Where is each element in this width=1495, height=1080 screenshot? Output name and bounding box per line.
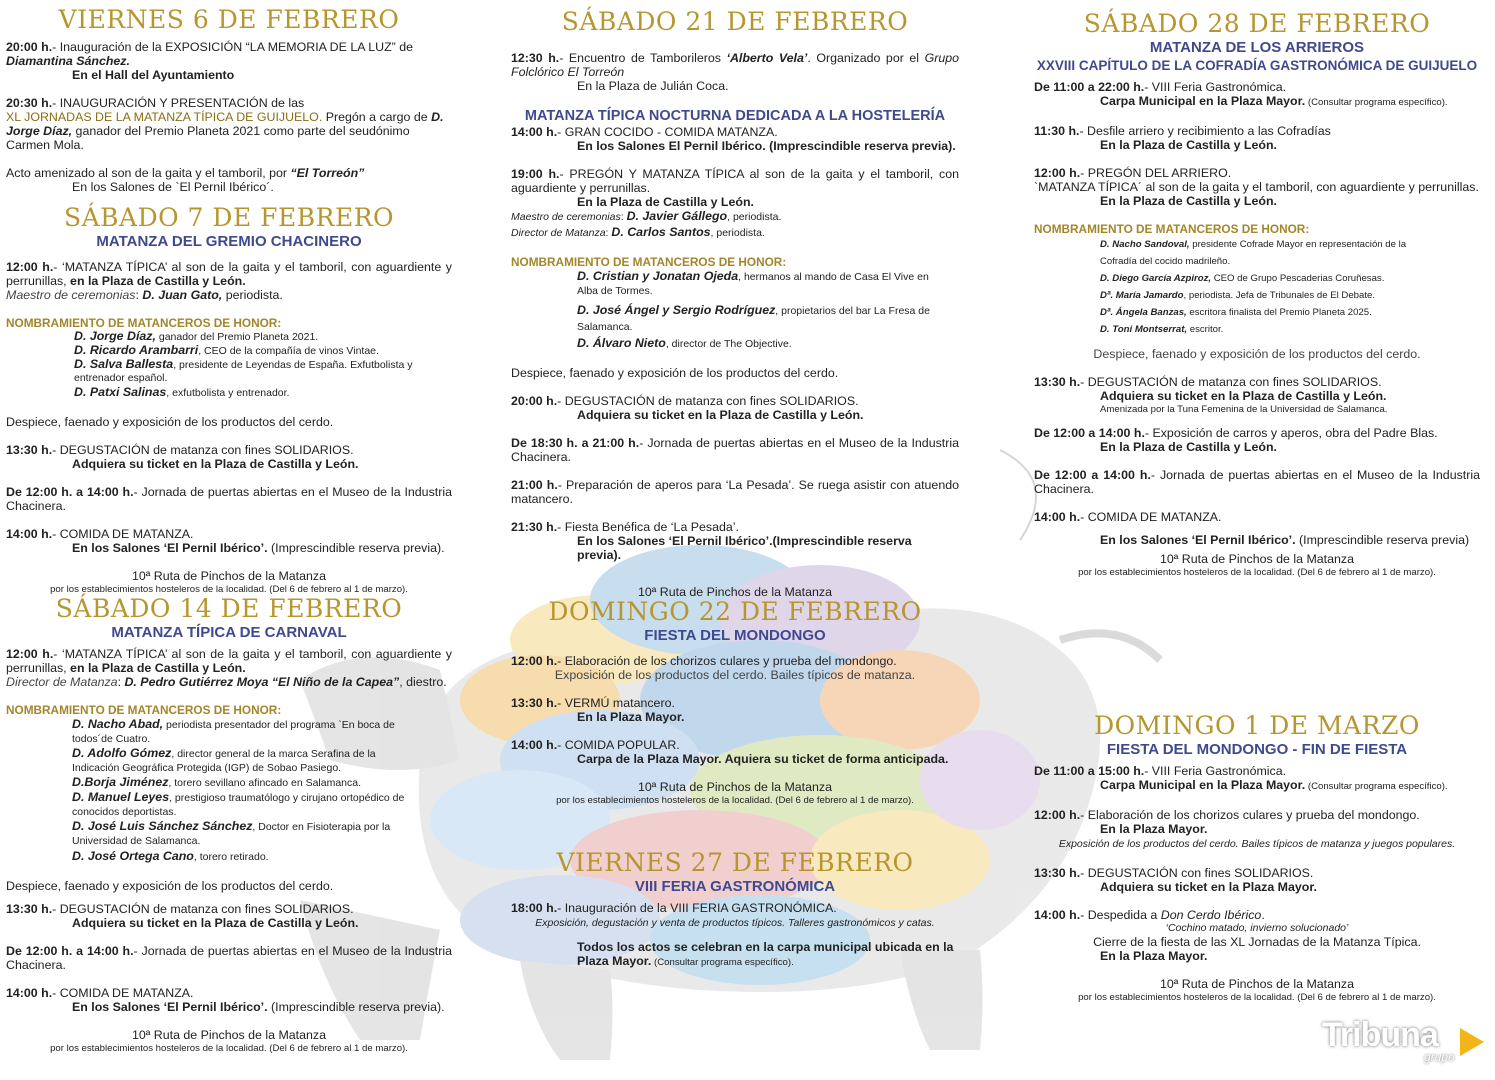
honoree-name: D. Cristian y Jonatan Ojeda xyxy=(577,269,739,283)
honoree-name: D. José Luis Sánchez Sánchez xyxy=(72,819,253,833)
ruta-title: 10ª Ruta de Pinchos de la Matanza xyxy=(1159,977,1354,991)
event-text: - PREGÓN DEL ARRIERO. xyxy=(1080,166,1232,180)
day-subtitle: MATANZA DE LOS ARRIEROS xyxy=(1149,39,1365,56)
event-text: - DEGUSTACIÓN de matanza con fines SOLIDARIOS. xyxy=(557,394,859,408)
honoree-role: , exfutbolista y entrenador. xyxy=(166,387,290,399)
event-time: De 12:00 h. a 14:00 h. xyxy=(6,944,134,958)
event-note: (Imprescindible reserva previa). xyxy=(267,1000,445,1014)
event-time: 14:00 h. xyxy=(6,527,53,541)
honoree-role: ganador del Premio Planeta 2021. xyxy=(155,331,319,343)
section-sabado-21-febrero: SÁBADO 21 DE FEBRERO 12:30 h.- Encuentro de Tamborileros ‘Alberto Vela’. Organizado por el Grupo Folclórico El Torreón En la Plaza de Julián Coca. MATANZA TÍPICA NOCTURNA DEDICADA A LA HOSTELERÍA 14:00 h.- GRAN COCIDO - COMIDA MATANZA. En los Salones El Pernil Ibérico. (Imprescindible reserva previa). 19:00 h.- PREGÓN Y MATANZA TÍPICA al son de la gaita y el tamboril, con aguardiente y perrunillas. En la Plaza de Castilla y León. Maestro de ceremonias: D. Javier Gállego, periodista. Director de Matanza: D. Carlos Santos, periodista. NOMBRAMIENTO DE MATANCEROS DE HONOR: D. Cristian y Jonatan Ojeda, hermanos al mando de Casa El Vive en Alba de Tormes. D. José Ángel y Sergio Rodríguez, propietarios del bar La Fresa de Salamanca. D. Álvaro Nieto, director de The Objective. Despiece, faenado y exposición de los productos del cerdo. 20:00 h.- DEGUSTACIÓN de matanza con fines SOLIDARIOS. Adquiera su ticket en la Plaza de Castilla y León. De 18:30 h. a 21:00 h.- Jornada de puertas abiertas en el Museo de la Industria Chacinera. 21:00 h.- Preparación de aperos para ‘La Pesada’. Se ruega asistir con atuendo matancero. 21:30 h.- Fiesta Benéfica de ‘La Pesada’. En los Salones ‘El Pernil Ibérico’.(Imprescindible reserva previa). 10ª Ruta de Pinchos de la Matanza xyxy=(511,7,959,599)
honoree-role: , torero sevillano afincado en Salamanca. xyxy=(168,777,362,789)
honoree-name: D. Adolfo Gómez xyxy=(72,746,172,760)
day-title: SÁBADO 21 DE FEBRERO xyxy=(561,7,909,36)
event-sub: Exposición de los productos del cerdo. Bailes típicos de matanza. xyxy=(554,668,916,682)
tribuna-logo-sub: grupo xyxy=(1424,1050,1455,1064)
event-place: en la Plaza de Castilla y León. xyxy=(70,661,246,675)
event-time: 14:00 h. xyxy=(1034,510,1081,524)
event-time: 12:00 h. xyxy=(1034,166,1081,180)
event-time: 13:30 h. xyxy=(1034,375,1081,389)
role-desc: , periodista. xyxy=(727,211,782,223)
honoree-name: Dª. Ángela Banzas, xyxy=(1100,307,1187,318)
honoree-role: escritor. xyxy=(1187,324,1224,335)
event-jornadas: XL JORNADAS DE LA MATANZA TÍPICA DE GUIJUELO. xyxy=(6,110,323,124)
day-subtitle: FIESTA DEL MONDONGO - FIN DE FIESTA xyxy=(1106,741,1408,758)
event-text: - VIII Feria Gastronómica. xyxy=(1144,80,1287,94)
honoree-name: D. Nacho Abad, xyxy=(72,717,164,731)
honoree-role: , presidente de Leyendas de España. Exfutbolista y entrenador español. xyxy=(74,359,413,384)
event-place: En el Hall del Ayuntamiento xyxy=(72,68,235,82)
event-text: - DEGUSTACIÓN de matanza con fines SOLIDARIOS. xyxy=(52,443,354,457)
event-text: - Jornada de puertas abiertas en el Museo de la Industria Chacinera. xyxy=(6,485,452,513)
event-place: En la Plaza de Castilla y León. xyxy=(577,195,754,209)
event-time: De 12:00 a 14:00 h. xyxy=(1034,426,1145,440)
event-text: - Inauguración de la EXPOSICIÓN “LA MEMORIA DE LA LUZ” de xyxy=(52,40,414,54)
honoree-name: Dª. María Jamardo xyxy=(1100,290,1184,301)
event-text: - VIII Feria Gastronómica. xyxy=(1144,764,1287,778)
honor-title: NOMBRAMIENTO DE MATANCEROS DE HONOR: xyxy=(6,703,282,717)
honoree-name: D. Patxi Salinas xyxy=(74,385,167,399)
section-domingo-1-marzo xyxy=(1034,711,1480,1005)
event-text: - DEGUSTACIÓN de matanza con fines SOLIDARIOS. xyxy=(52,902,354,916)
section-sabado-14-febrero: SÁBADO 14 DE FEBRERO MATANZA TÍPICA DE CARNAVAL 12:00 h.- ‘MATANZA TÍPICA’ al son de la gaita y el tamboril, con aguardiente y perrunillas, en la Plaza de Castilla y León. Director de Matanza: D. Pedro Gutiérrez Moya “El Niño de la Capea”, diestro. NOMBRAMIENTO DE MATANCEROS DE HONOR: D. Nacho Abad, periodista presentador del programa `En boca de todos´de Cuatro. D. Adolfo Gómez, director general de la marca Serafina de la Indicación Geográfica Protegida (IGP) de Sobao Pasiego. D.Borja Jiménez, torero sevillano afincado en Salamanca. D. Manuel Leyes, prestigioso traumatólogo y cirujano ortopédico de conocidos deportistas. D. José Luis Sánchez Sánchez, Doctor en Fisioterapia por la Universidad de Salamanca. D. José Ortega Cano, torero retirado. Despiece, faenado y exposición de los productos del cerdo. 13:30 h.- DEGUSTACIÓN de matanza con fines SOLIDARIOS. Adquiera su ticket en la Plaza de Castilla y León. De 12:00 h. a 14:00 h.- Jornada de puertas abiertas en el Museo de la Industria Chacinera. 14:00 h.- COMIDA DE MATANZA. En los Salones ‘El Pernil Ibérico’. (Imprescindible reserva previa). 10ª Ruta de Pinchos de la Matanza por los establecimientos hosteleros de la localidad. (Del 6 de febrero al 1 de marzo). xyxy=(6,594,452,1054)
event-text: - Inauguración de la VIII FERIA GASTRONÓMICA. xyxy=(557,901,837,915)
event-text: . xyxy=(1261,908,1265,922)
event-note: Amenizada por la Tuna Femenina de la Universidad de Salamanca. xyxy=(1100,404,1388,415)
honoree-name: D.Borja Jiménez xyxy=(72,775,169,789)
event-note: (Consultar programa específico). xyxy=(1305,97,1448,108)
honoree-name: D. José Ángel y Sergio Rodríguez xyxy=(577,303,776,317)
event-text: - Elaboración de los chorizos culares y prueba del mondongo. xyxy=(557,654,897,668)
venue-note-small: (Consultar programa específico). xyxy=(651,957,794,968)
event-time: De 12:00 a 14:00 h. xyxy=(1034,468,1151,482)
honor-title: NOMBRAMIENTO DE MATANCEROS DE HONOR: xyxy=(1034,222,1310,236)
day-subtitle: MATANZA TÍPICA DE CARNAVAL xyxy=(111,624,347,641)
event-time: 12:30 h. xyxy=(511,51,560,65)
role-person: D. Pedro Gutiérrez Moya “El Niño de la Capea” xyxy=(124,675,400,689)
ruta-title: 10ª Ruta de Pinchos de la Matanza xyxy=(131,569,326,583)
event-note: (Imprescindible reserva previa) xyxy=(1295,533,1470,547)
event-text: - DEGUSTACIÓN de matanza con fines SOLIDARIOS. xyxy=(1080,375,1382,389)
event-quote: ‘Cochino matado, invierno solucionado’ xyxy=(1165,922,1349,934)
honoree-name: D. José Ortega Cano xyxy=(72,849,194,863)
day-subtitle: MATANZA DEL GREMIO CHACINERO xyxy=(96,233,362,250)
role-label: Director de Matanza xyxy=(511,227,606,239)
event-person: Don Cerdo Ibérico xyxy=(1160,908,1262,922)
honoree-role: , propietarios del bar La Fresa de Salamanca. xyxy=(577,305,930,333)
event-time: 20:00 h. xyxy=(6,40,53,54)
honoree-role: , Doctor en Fisioterapia por la Universidad de Salamanca. xyxy=(72,821,391,847)
day-title: SÁBADO 28 DE FEBRERO xyxy=(1083,9,1431,38)
honoree-name: D. Toni Montserrat, xyxy=(1100,324,1188,335)
event-text: ganador del Premio Planeta 2021 como parte del seudónimo Carmen Mola. xyxy=(6,124,410,152)
event-time: 14:00 h. xyxy=(511,738,558,752)
event-text: - COMIDA DE MATANZA. xyxy=(52,986,194,1000)
event-text: - GRAN COCIDO - COMIDA MATANZA. xyxy=(557,125,778,139)
role-label: Director de Matanza xyxy=(6,675,118,689)
event-time: 14:00 h. xyxy=(1034,908,1081,922)
event-time: 13:30 h. xyxy=(511,696,558,710)
day-title: DOMINGO 22 DE FEBRERO xyxy=(548,597,922,626)
event-person: ‘Alberto Vela’ xyxy=(726,51,808,65)
event-time: 19:00 h. xyxy=(511,167,560,181)
honoree-role: , director general de la marca Serafina de la Indicación Geográfica Protegida (IGP) de Sobao Pasiego. xyxy=(72,748,376,774)
honoree-name: D. Diego García Azpiroz, xyxy=(1100,273,1212,284)
tribuna-logo: Tribuna xyxy=(1322,1016,1438,1054)
event-time: 12:00 h. xyxy=(1034,808,1081,822)
section-domingo-22-febrero xyxy=(511,597,959,808)
event-time: 12:00 h. xyxy=(6,647,54,661)
event-place: En la Plaza Mayor. xyxy=(577,710,685,724)
day-title: SÁBADO 14 DE FEBRERO xyxy=(55,594,403,623)
role-person: D. Juan Gato, xyxy=(142,288,223,302)
event-place: En los Salones ‘El Pernil Ibérico’. xyxy=(72,541,268,555)
event-time: 11:30 h. xyxy=(1034,124,1080,138)
event-place: en la Plaza de Castilla y León. xyxy=(70,274,246,288)
event-time: 13:30 h. xyxy=(6,902,53,916)
event-text: - Jornada de puertas abiertas en el Museo de la Industria Chacinera. xyxy=(6,944,452,972)
event-time: 14:00 h. xyxy=(6,986,53,1000)
event-group: “El Torreón” xyxy=(290,166,365,180)
honoree-role: , director de The Objective. xyxy=(665,338,792,350)
event-place: En la Plaza Mayor. xyxy=(1100,822,1208,836)
role-label: Maestro de ceremonias xyxy=(511,211,621,223)
section-sabado-28-febrero xyxy=(1034,9,1480,580)
event-place: En los Salones ‘El Pernil Ibérico’.(Imprescindible reserva previa). xyxy=(577,534,912,562)
event-text: - VERMÚ matancero. xyxy=(557,696,675,710)
event-place: En los Salones El Pernil Ibérico. (Imprescindible reserva previa). xyxy=(577,139,956,153)
honoree-name: D. Ricardo Arambarri xyxy=(74,343,199,357)
event-text: - INAUGURACIÓN Y PRESENTACIÓN de las xyxy=(52,96,305,110)
event-text: - COMIDA DE MATANZA. xyxy=(52,527,194,541)
event-text: - ‘MATANZA TÍPICA’ al son de la gaita y el tamboril, con aguardiente y perrunillas, xyxy=(6,260,452,288)
role-desc: periodista. xyxy=(222,288,283,302)
day-title: SÁBADO 7 DE FEBRERO xyxy=(63,203,395,232)
event-sub: Exposición de los productos del cerdo. Bailes típicos de matanza y juegos populares. xyxy=(1058,838,1456,850)
event-time: 12:00 h. xyxy=(511,654,558,668)
role-label: Maestro de ceremonias xyxy=(6,288,136,302)
honoree-name: D. Jorge Díaz, xyxy=(74,329,156,343)
event-time: 18:00 h. xyxy=(511,901,558,915)
honoree-role: , torero retirado. xyxy=(193,851,269,863)
event-text: - Preparación de aperos para ‘La Pesada’. Se ruega asistir con atuendo matancero. xyxy=(511,478,959,506)
honoree-name: D. Nacho Sandoval, xyxy=(1100,239,1190,250)
event-place: Adquiera su ticket en la Plaza de Castilla y León. xyxy=(1100,389,1387,403)
event-place: En los Salones de `El Pernil Ibérico´. xyxy=(72,180,274,194)
event-sub: Exposición, degustación y venta de productos típicos. Talleres gastronómicos y catas. xyxy=(535,917,935,929)
ruta-title: 10ª Ruta de Pinchos de la Matanza xyxy=(131,1028,326,1042)
ruta-note: por los establecimientos hosteleros de la localidad. (Del 6 de febrero al 1 de marzo). xyxy=(50,584,408,595)
day-title: DOMINGO 1 DE MARZO xyxy=(1094,711,1420,740)
event-time: 20:00 h. xyxy=(511,394,558,408)
day-title: VIERNES 27 DE FEBRERO xyxy=(556,848,914,877)
honoree-role: , hermanos al mando de Casa El Vive en Alba de Tormes. xyxy=(577,271,929,297)
honor-title: NOMBRAMIENTO DE MATANCEROS DE HONOR: xyxy=(511,255,787,269)
event-place: Adquiera su ticket en la Plaza de Castilla y León. xyxy=(72,457,359,471)
event-text: - COMIDA DE MATANZA. xyxy=(1080,510,1222,524)
honoree-role: , prestigioso traumatólogo y cirujano ortopédico de conocidos deportistas. xyxy=(72,792,405,818)
event-author: Diamantina Sánchez. xyxy=(6,54,130,68)
event-place: En la Plaza de Castilla y León. xyxy=(1100,138,1277,152)
event-time: De 12:00 h. a 14:00 h. xyxy=(6,485,134,499)
honoree-name: D. Manuel Leyes xyxy=(72,790,170,804)
event-text: - PREGÓN Y MATANZA TÍPICA al son de la gaita y el tamboril, con aguardiente y perrunillas. xyxy=(511,167,959,195)
event-place: Adquiera su ticket en la Plaza de Castilla y León. xyxy=(577,408,864,422)
event-place: En la Plaza de Castilla y León. xyxy=(1100,440,1277,454)
honoree-role: , periodista. Jefa de Tribunales de El Debate. xyxy=(1183,290,1375,301)
event-text: - Fiesta Benéfica de ‘La Pesada’. xyxy=(557,520,739,534)
event-text: Cierre de la fiesta de las XL Jornadas de la Matanza Típica. xyxy=(1093,935,1421,949)
ruta-note: por los establecimientos hosteleros de la localidad. (Del 6 de febrero al 1 de marzo). xyxy=(556,795,914,806)
event-time: 13:30 h. xyxy=(1034,866,1081,880)
section-viernes-6-febrero xyxy=(6,5,452,194)
section-sabado-7-febrero: SÁBADO 7 DE FEBRERO MATANZA DEL GREMIO CHACINERO 12:00 h.- ‘MATANZA TÍPICA’ al son de la gaita y el tamboril, con aguardiente y perrunillas, en la Plaza de Castilla y León. Maestro de ceremonias: D. Juan Gato, periodista. NOMBRAMIENTO DE MATANCEROS DE HONOR: D. Jorge Díaz, ganador del Premio Planeta 2021. D. Ricardo Arambarri, CEO de la compañía de vinos Vintae. D. Salva Ballesta, presidente de Leyendas de España. Exfutbolista y entrenador español. D. Patxi Salinas, exfutbolista y entrenador. Despiece, faenado y exposición de los productos del cerdo. 13:30 h.- DEGUSTACIÓN de matanza con fines SOLIDARIOS. Adquiera su ticket en la Plaza de Castilla y León. De 12:00 h. a 14:00 h.- Jornada de puertas abiertas en el Museo de la Industria Chacinera. 14:00 h.- COMIDA DE MATANZA. En los Salones ‘El Pernil Ibérico’. (Imprescindible reserva previa). 10ª Ruta de Pinchos de la Matanza por los establecimientos hosteleros de la localidad. (Del 6 de febrero al 1 de marzo). xyxy=(6,203,452,595)
event-text: - Jornada de puertas abiertas en el Museo de la Industria Chacinera. xyxy=(1034,468,1480,496)
honor-title: NOMBRAMIENTO DE MATANCEROS DE HONOR: xyxy=(6,316,282,330)
event-place: Adquiera su ticket en la Plaza Mayor. xyxy=(1100,880,1317,894)
play-triangle-icon xyxy=(1460,1028,1484,1056)
despiece-text: Despiece, faenado y exposición de los productos del cerdo. xyxy=(511,366,839,380)
day-subtitle: FIESTA DEL MONDONGO xyxy=(644,627,826,644)
event-note: (Imprescindible reserva previa). xyxy=(267,541,445,555)
event-text: - Despedida a xyxy=(1080,908,1161,922)
event-text: - DEGUSTACIÓN con fines SOLIDARIOS. xyxy=(1080,866,1314,880)
event-text: `MATANZA TÍPICA´ al son de la gaita y el tamboril, con aguardiente y perrunillas. xyxy=(1034,180,1479,194)
honoree-role: periodista presentador del programa `En boca de todos´de Cuatro. xyxy=(72,719,395,745)
despiece-text: Despiece, faenado y exposición de los productos del cerdo. xyxy=(6,415,334,429)
honoree-role: , CEO de la compañía de vinos Vintae. xyxy=(198,345,379,357)
honoree-name: D. Salva Ballesta xyxy=(74,357,174,371)
ruta-title: 10ª Ruta de Pinchos de la Matanza xyxy=(637,780,832,794)
event-text: - ‘MATANZA TÍPICA’ al son de la gaita y el tamboril, con aguardiente y perrunillas, xyxy=(6,647,452,675)
ruta-title: 10ª Ruta de Pinchos de la Matanza xyxy=(1159,552,1354,566)
event-note: (Consultar programa específico). xyxy=(1305,781,1448,792)
venue-note: Todos los actos se celebran en la carpa municipal ubicada en la Plaza Mayor. xyxy=(577,940,954,968)
role-desc: , diestro. xyxy=(399,675,447,689)
event-time: 21:30 h. xyxy=(511,520,558,534)
despiece-text: Despiece, faenado y exposición de los productos del cerdo. xyxy=(6,879,334,893)
event-time: De 11:00 a 22:00 h. xyxy=(1034,80,1145,94)
event-time: 20:30 h. xyxy=(6,96,53,110)
day-title: VIERNES 6 DE FEBRERO xyxy=(58,5,400,34)
event-text: - Exposición de carros y aperos, obra del Padre Blas. xyxy=(1144,426,1438,440)
event-time: De 18:30 h. a 21:00 h. xyxy=(511,436,640,450)
section-viernes-27-febrero xyxy=(511,848,959,970)
event-group: Grupo Folclórico El Torreón xyxy=(511,51,959,79)
event-text: - Encuentro de Tamborileros xyxy=(559,51,727,65)
event-place: Adquiera su ticket en la Plaza de Castilla y León. xyxy=(72,916,359,930)
honoree-name: D. Álvaro Nieto xyxy=(577,336,666,350)
event-person: D. Jorge Díaz, xyxy=(6,110,444,138)
event-text: - Elaboración de los chorizos culares y prueba del mondongo. xyxy=(1080,808,1420,822)
event-text: . Organizado por el xyxy=(807,51,925,65)
event-time: 21:00 h. xyxy=(511,478,558,492)
ruta-title: 10ª Ruta de Pinchos de la Matanza xyxy=(637,585,832,599)
event-text: - Jornada de puertas abiertas en el Museo de la Industria Chacinera. xyxy=(511,436,959,464)
event-time: De 11:00 a 15:00 h. xyxy=(1034,764,1145,778)
event-place: Carpa de la Plaza Mayor. Aquiera su ticket de forma anticipada. xyxy=(577,752,949,766)
event-text: - COMIDA POPULAR. xyxy=(557,738,680,752)
role-person: D. Carlos Santos xyxy=(611,225,711,239)
honoree-role: escritora finalista del Premio Planeta 2025. xyxy=(1186,307,1372,318)
event-place: Carpa Municipal en la Plaza Mayor. xyxy=(1100,94,1306,108)
day-subtitle: MATANZA TÍPICA NOCTURNA DEDICADA A LA HOSTELERÍA xyxy=(524,108,946,124)
day-subtitle: VIII FERIA GASTRONÓMICA xyxy=(634,878,836,895)
day-subtitle-2: XXVIII CAPÍTULO DE LA COFRADÍA GASTRONÓMICA DE GUIJUELO xyxy=(1036,58,1478,73)
event-time: 14:00 h. xyxy=(511,125,558,139)
ruta-note: por los establecimientos hosteleros de la localidad. (Del 6 de febrero al 1 de marzo). xyxy=(1078,567,1436,578)
event-place: En los Salones ‘El Pernil Ibérico’. xyxy=(1100,533,1296,547)
honoree-role: CEO de Grupo Pescaderias Coruñesas. xyxy=(1211,273,1385,284)
event-place: En la Plaza de Castilla y León. xyxy=(1100,194,1277,208)
honoree-role: presidente Cofrade Mayor en representación de la Cofradía del cocido madrileño. xyxy=(1100,239,1407,267)
event-text: - Desfile arriero y recibimiento a las Cofradías xyxy=(1079,124,1331,138)
event-place: En la Plaza Mayor. xyxy=(1100,949,1208,963)
role-person: D. Javier Gállego xyxy=(626,209,728,223)
event-time: 13:30 h. xyxy=(6,443,53,457)
despiece-text: Despiece, faenado y exposición de los productos del cerdo. xyxy=(1093,347,1421,361)
event-text: Pregón a cargo de xyxy=(322,110,432,124)
event-place: En los Salones ‘El Pernil Ibérico’. xyxy=(72,1000,268,1014)
ruta-note: por los establecimientos hosteleros de la localidad. (Del 6 de febrero al 1 de marzo). xyxy=(1078,992,1436,1003)
ruta-note: por los establecimientos hosteleros de la localidad. (Del 6 de febrero al 1 de marzo). xyxy=(50,1043,408,1054)
event-place: Carpa Municipal en la Plaza Mayor. xyxy=(1100,778,1306,792)
event-text: Acto amenizado al son de la gaita y el tamboril, por xyxy=(6,166,291,180)
event-place: En la Plaza de Julián Coca. xyxy=(577,79,729,93)
role-desc: , periodista. xyxy=(710,227,765,239)
event-time: 12:00 h. xyxy=(6,260,54,274)
